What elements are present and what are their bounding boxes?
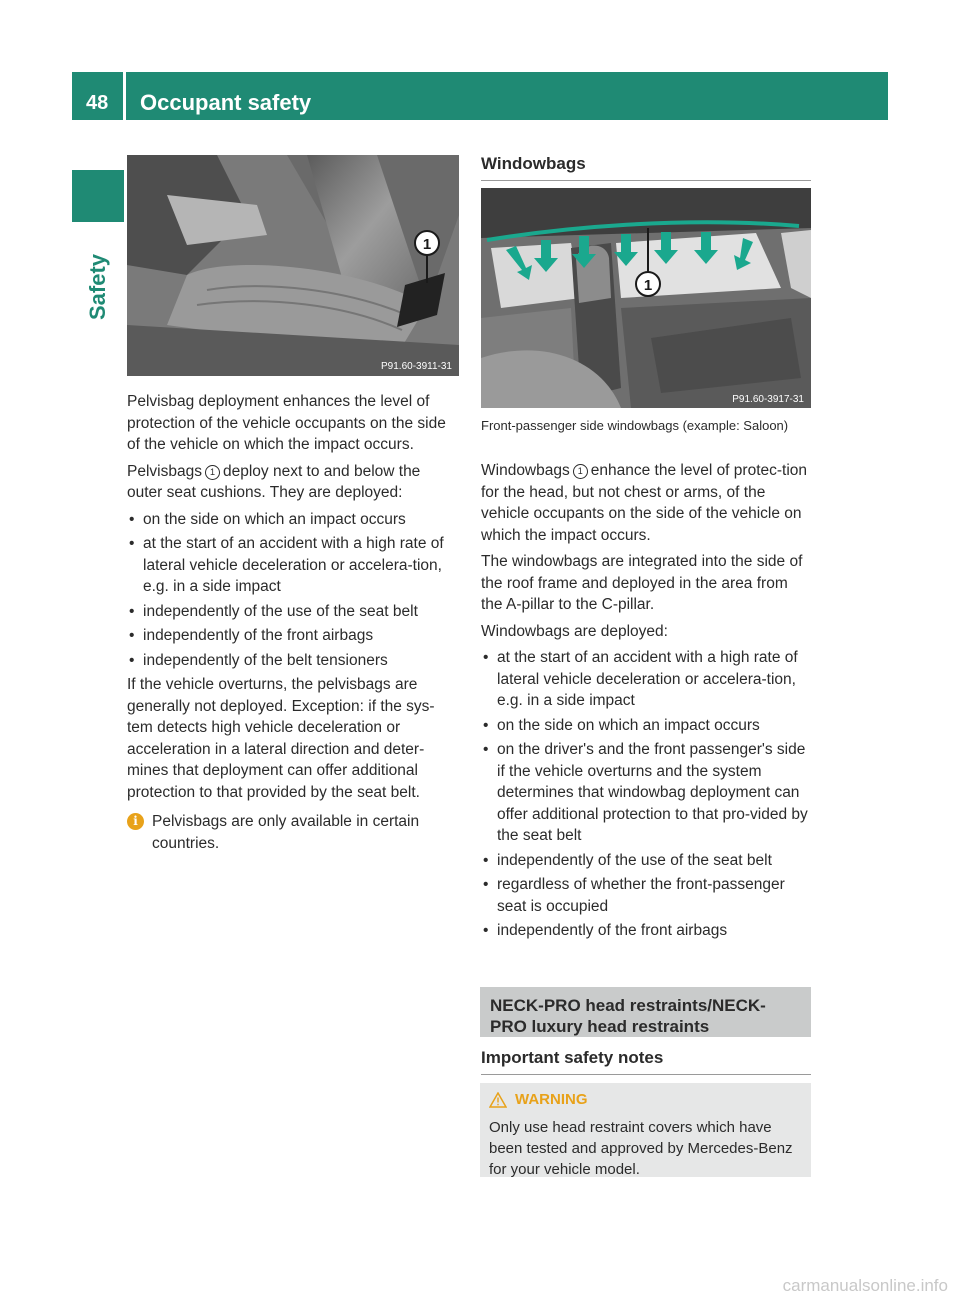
callout-marker: 1 <box>573 464 588 479</box>
paragraph <box>127 461 459 504</box>
photo-callout: 1 <box>422 236 432 253</box>
pelvisbag-seat-photo <box>127 155 459 376</box>
photo-code: P91.60-3917-31 <box>732 394 804 405</box>
list-item: • independently of the use of the seat belt <box>481 850 811 872</box>
windowbag-photo <box>481 188 811 408</box>
sidebar-label: Safety <box>85 253 110 321</box>
left-column <box>127 391 459 854</box>
text: deploy next to and below the outer seat cushions. They are deployed: <box>127 462 421 501</box>
callout-marker: 1 <box>205 465 220 480</box>
info-icon: i <box>127 813 144 830</box>
section-box-title: NECK-PRO head restraints/NECK-PRO luxury head restraints <box>490 996 766 1036</box>
list-item: • on the side on which an impact occurs <box>481 715 811 737</box>
header-separator <box>123 72 126 120</box>
text: Windowbags <box>481 462 570 479</box>
windowbag-illustration <box>481 188 811 408</box>
list-item: • on the driver's and the front passenger's side if the vehicle overturns and the system determines that windowbag deployment can offer additional protection to that pro-vided by the seat belt <box>481 739 811 847</box>
list-item: • at the start of an accident with a high rate of lateral vehicle deceleration or accelera-tion, e.g. in a side impact <box>127 533 459 598</box>
text: Pelvisbags <box>127 462 202 480</box>
watermark: carmanualsonline.info <box>782 1276 948 1295</box>
text: enhance the level of protec-tion for the head, but not chest or arms, of the vehicle occupants on the side of the vehicle on which the impact occurs. <box>481 462 808 544</box>
list-item: • independently of the use of the seat belt <box>127 601 459 623</box>
list-item: • at the start of an accident with a high rate of lateral vehicle deceleration or accelera-tion, e.g. in a side impact <box>481 647 811 712</box>
photo-caption: Front-passenger side windowbags (example: Saloon) <box>481 418 789 433</box>
warning-triangle-icon <box>489 1092 507 1108</box>
section-box <box>480 987 811 1037</box>
warning-header <box>489 1091 588 1108</box>
warning-title: WARNING <box>515 1091 588 1108</box>
seat-illustration <box>127 155 459 376</box>
section-title: Occupant safety <box>140 90 312 115</box>
right-column <box>481 460 811 945</box>
paragraph: The windowbags are integrated into the side of the roof frame and deployed in the area from the A-pillar to the C-pillar. <box>481 553 803 613</box>
paragraph: If the vehicle overturns, the pelvisbags are generally not deployed. Exception: if the sys-tem detects high vehicle deceleration or acceleration in a lateral direction and deter-mines that deployment can offer additional protection to that provided by the seat belt. <box>127 676 435 801</box>
bullet-list <box>481 647 811 942</box>
heading-windowbags: Windowbags <box>481 154 811 181</box>
info-note <box>127 811 459 854</box>
heading-safety-notes: Important safety notes <box>481 1048 811 1075</box>
list-item: • independently of the belt tensioners <box>127 650 459 672</box>
photo-code: P91.60-3911-31 <box>381 361 452 372</box>
photo-callout: 1 <box>643 277 653 294</box>
paragraph: Windowbags are deployed: <box>481 622 668 640</box>
bullet-list <box>127 509 459 672</box>
list-item: • on the side on which an impact occurs <box>127 509 459 531</box>
list-item: • independently of the front airbags <box>481 920 811 942</box>
warning-box <box>480 1083 811 1177</box>
sidebar-marker <box>72 170 124 222</box>
warning-text: Only use head restraint covers which have been tested and approved by Mercedes-Benz for your vehicle model. <box>489 1119 793 1178</box>
paragraph <box>481 460 811 546</box>
page-number: 48 <box>86 92 109 114</box>
list-item: • regardless of whether the front-passenger seat is occupied <box>481 874 811 917</box>
info-text: Pelvisbags are only available in certain countries. <box>152 813 420 852</box>
list-item: • independently of the front airbags <box>127 625 459 647</box>
paragraph: Pelvisbag deployment enhances the level of protection of the vehicle occupants on the side of the vehicle on which the impact occurs. <box>127 393 446 453</box>
sidebar-label-wrap <box>72 232 124 342</box>
